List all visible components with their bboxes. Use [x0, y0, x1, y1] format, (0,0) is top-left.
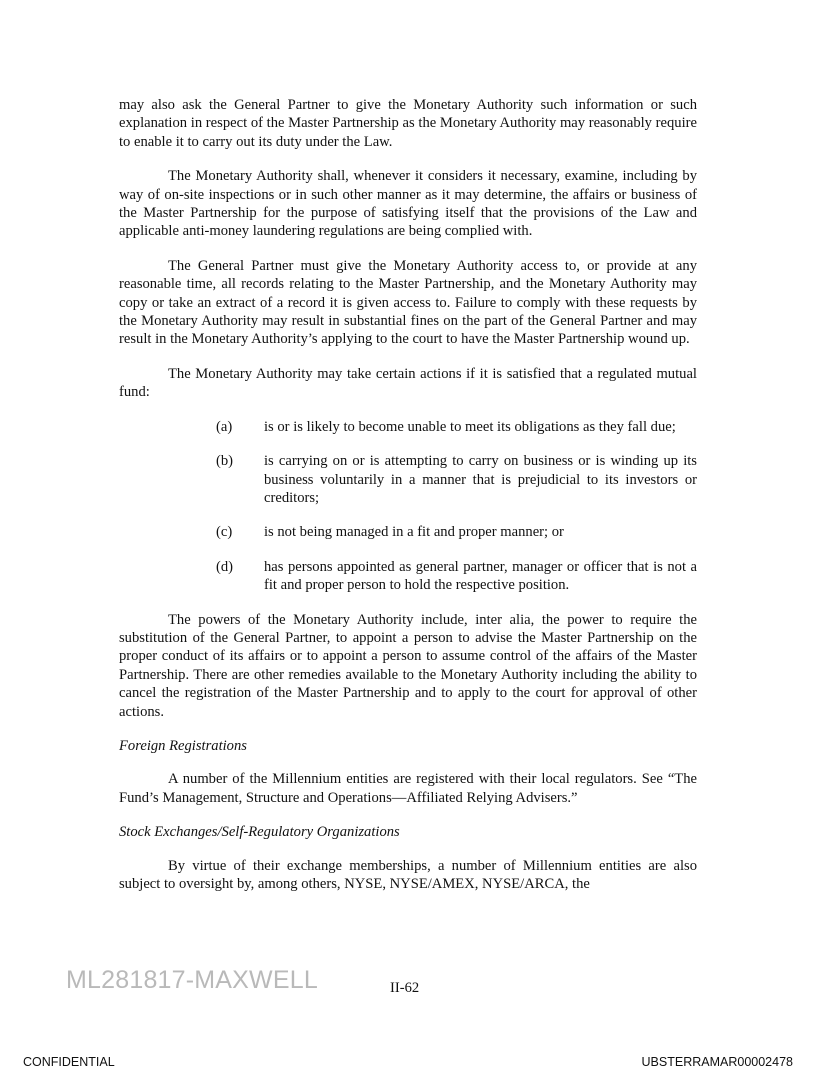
- document-body: [119, 96, 697, 909]
- list-text: is carrying on or is attempting to carry on business or is winding up its business voluntarily in a manner that is prejudicial to its investors or creditors;: [264, 453, 697, 506]
- list-marker: (a): [216, 418, 233, 435]
- paragraph-3: The General Partner must give the Monetary Authority access to, or provide at any reasonable time, all records relating to the Master Partnership, and the Monetary Authority may copy or take an extract of a record it is given access to. Failure to comply with these requests by the Monetary Authority may result in substantial fines on the part of the General Partner and may result in the Monetary Authority’s applying to the court to have the Master Partnership wound up.: [119, 257, 697, 348]
- list-text: is or is likely to become unable to meet its obligations as they fall due;: [264, 418, 676, 435]
- list-text: is not being managed in a fit and proper manner; or: [264, 524, 564, 541]
- paragraph-2: The Monetary Authority shall, whenever it considers it necessary, examine, including by way of on-site inspections or in such other manner as it may determine, the affairs or business of the Master Partnership for the purpose of satisfying itself that the provisions of the Law and applicable anti-money laundering regulations are being complied with.: [119, 168, 697, 240]
- section-heading-stock-exchanges: Stock Exchanges/Self-Regulatory Organizations: [119, 824, 400, 841]
- bates-number: UBSTERRAMAR00002478: [641, 1055, 793, 1069]
- list-item-c: [216, 523, 697, 541]
- list-marker: (d): [216, 558, 234, 575]
- list-text: has persons appointed as general partner, manager or officer that is not a fit and proper person to hold the respective position.: [264, 558, 697, 594]
- paragraph-1: may also ask the General Partner to give the Monetary Authority such information or such explanation in respect of the Master Partnership as the Monetary Authority may reasonably require to enable it to carry out its duty under the Law.: [119, 97, 697, 150]
- page-number: II-62: [390, 980, 420, 996]
- confidential-label: CONFIDENTIAL: [23, 1055, 115, 1069]
- paragraph-6: A number of the Millennium entities are registered with their local regulators. See “The Fund’s Management, Structure and Operations—Affiliated Relying Advisers.”: [119, 771, 697, 806]
- paragraph-4: The Monetary Authority may take certain actions if it is satisfied that a regulated mutual fund:: [119, 365, 697, 401]
- list-marker: (b): [216, 453, 234, 470]
- list-marker: (c): [216, 524, 233, 541]
- list-item-b: [216, 452, 697, 507]
- section-heading-foreign-registrations: Foreign Registrations: [119, 737, 247, 754]
- list-item-a: [216, 418, 697, 436]
- document-watermark: ML281817-MAXWELL: [66, 966, 318, 994]
- paragraph-7: By virtue of their exchange memberships, a number of Millennium entities are also subject to oversight by, among others, NYSE, NYSE/AMEX, NYSE/ARCA, the: [119, 857, 697, 892]
- conditions-list: [119, 418, 697, 595]
- list-item-d: [216, 558, 697, 595]
- paragraph-5: The powers of the Monetary Authority include, inter alia, the power to require the substitution of the General Partner, to appoint a person to advise the Master Partnership on the proper conduct of its affairs or to appoint a person to assume control of the affairs of the Master Partnership. There are other remedies available to the Monetary Authority including the ability to cancel the registration of the Master Partnership and to apply to the court for approval of other actions.: [119, 611, 697, 720]
